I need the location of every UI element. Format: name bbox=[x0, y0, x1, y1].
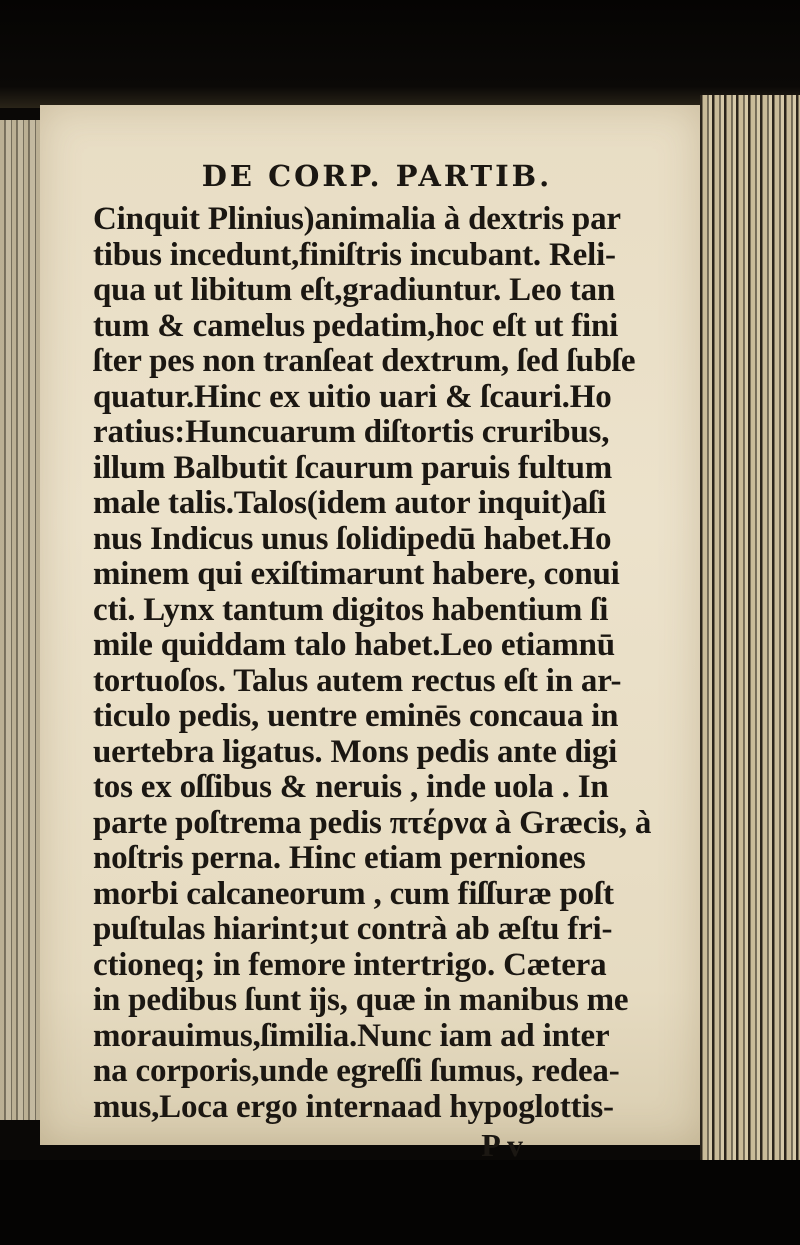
text-line: ſter pes non tranſeat dextrum, ſed ſubſe bbox=[93, 343, 636, 379]
text-line: male talis.Talos(idem autor inquit)aſi bbox=[93, 485, 607, 521]
text-line: tos ex oſſibus & neruis , inde uola . In bbox=[93, 769, 609, 805]
text-lines bbox=[93, 202, 653, 1125]
dark-background-top bbox=[0, 0, 800, 108]
text-line: quatur.Hinc ex uitio uari & ſcauri.Ho bbox=[93, 378, 612, 415]
text-line: uertebra ligatus. Mons pedis ante digi bbox=[93, 733, 618, 770]
text-line: parte poſtrema pedis πτέρνα à Græcis, à bbox=[93, 804, 652, 841]
signature-mark: P v bbox=[481, 1127, 523, 1163]
text-line: tibus incedunt,finiſtris incubant. Reli- bbox=[93, 236, 616, 273]
text-line: mile quiddam talo habet.Leo etiamnū bbox=[93, 627, 615, 663]
text-line: minem qui exiſtimarunt habere, conui bbox=[93, 556, 620, 592]
text-line: illum Balbutit ſcaurum paruis fultum bbox=[93, 449, 613, 486]
text-line: ctioneq; in femore intertrigo. Cætera bbox=[93, 946, 607, 983]
dark-background-bottom bbox=[0, 1160, 800, 1245]
text-line: nus Indicus unus ſolidipedū habet.Ho bbox=[93, 520, 612, 557]
text-line: ratius:Huncuarum diſtortis cruribus, bbox=[93, 414, 610, 450]
text-line: noſtris perna. Hinc etiam perniones bbox=[93, 840, 586, 876]
text-line: tum & camelus pedatim,hoc eſt ut fini bbox=[93, 307, 619, 344]
text-line: mus,Loca ergo internaad hypoglottis- bbox=[93, 1088, 614, 1125]
running-head: DE CORP. PARTIB. bbox=[201, 159, 553, 193]
text-line: morbi calcaneorum , cum fiſſuræ poſt bbox=[93, 875, 614, 912]
text-line: cti. Lynx tantum digitos habentium ſi bbox=[93, 591, 609, 628]
text-line: qua ut libitum eſt,gradiuntur. Leo tan bbox=[93, 272, 616, 308]
text-line: in pedibus ſunt ĳs, quæ in manibus me bbox=[93, 982, 629, 1018]
text-line: puſtulas hiarint;ut contrà ab æſtu fri- bbox=[93, 911, 613, 947]
text-line: morauimus,ſimilia.Nunc iam ad inter bbox=[93, 1017, 610, 1054]
right-page-edges bbox=[700, 95, 800, 1170]
text-line: Cinquit Plinius)animalia à dextris par bbox=[93, 201, 621, 237]
text-line: ticulo pedis, uentre eminēs concaua in bbox=[93, 698, 619, 734]
text-line: tortuoſos. Talus autem rectus eſt in ar- bbox=[93, 662, 622, 699]
text-line: na corporis,unde egreſſi ſumus, redea- bbox=[93, 1053, 620, 1089]
page-text-block bbox=[93, 160, 653, 1163]
